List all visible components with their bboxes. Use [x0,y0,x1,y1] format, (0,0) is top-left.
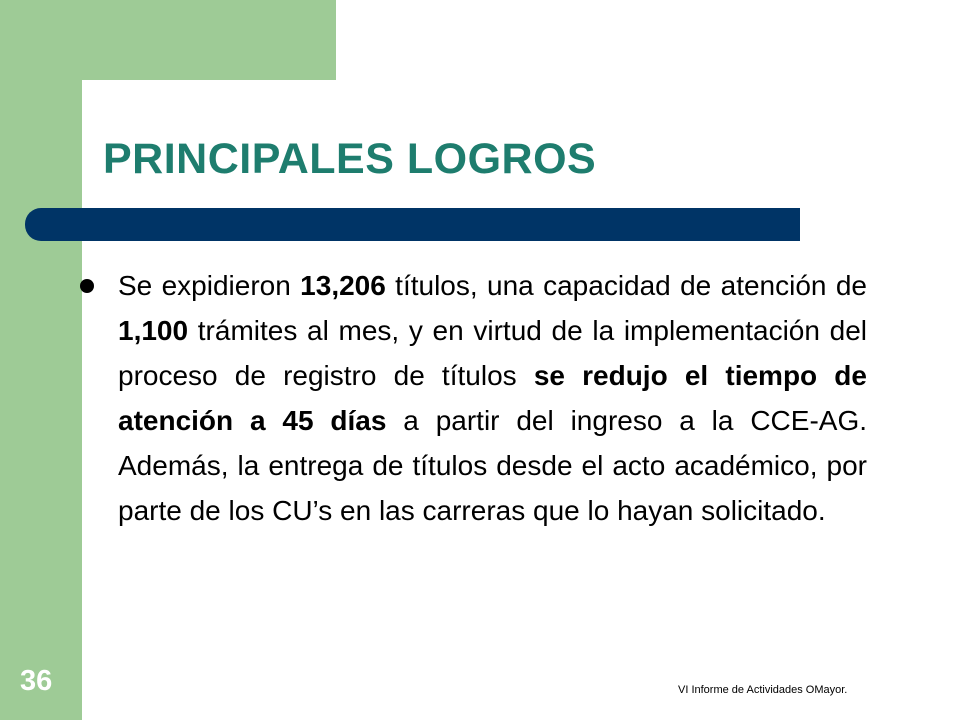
title-underline-bar [25,208,800,241]
page-number: 36 [20,665,53,697]
footer-text: VI Informe de Actividades OMayor. [678,684,848,696]
text-run: a partir del ingreso a la CCE-AG. Además, la entrega de títulos desde el acto académico, por parte de los CU’s en las carreras que lo hayan solicitado. [118,405,868,526]
bullet-text [118,263,867,533]
text-run-bold: se redujo el tiempo de atención a 45 días [118,360,867,436]
text-run: Se expidieron [118,270,301,301]
text-run-bold: 1,100 [118,315,189,346]
bullet-icon [80,279,94,293]
text-run-bold: 13,206 [300,270,386,301]
slide-title: PRINCIPALES LOGROS [103,135,597,183]
top-decor-band [0,0,336,80]
text-run: trámites al mes, y en virtud de la implementación del proceso de registro de títulos [118,315,867,391]
text-run: títulos, una capacidad de atención de [385,270,867,301]
left-decor-band [0,0,82,720]
